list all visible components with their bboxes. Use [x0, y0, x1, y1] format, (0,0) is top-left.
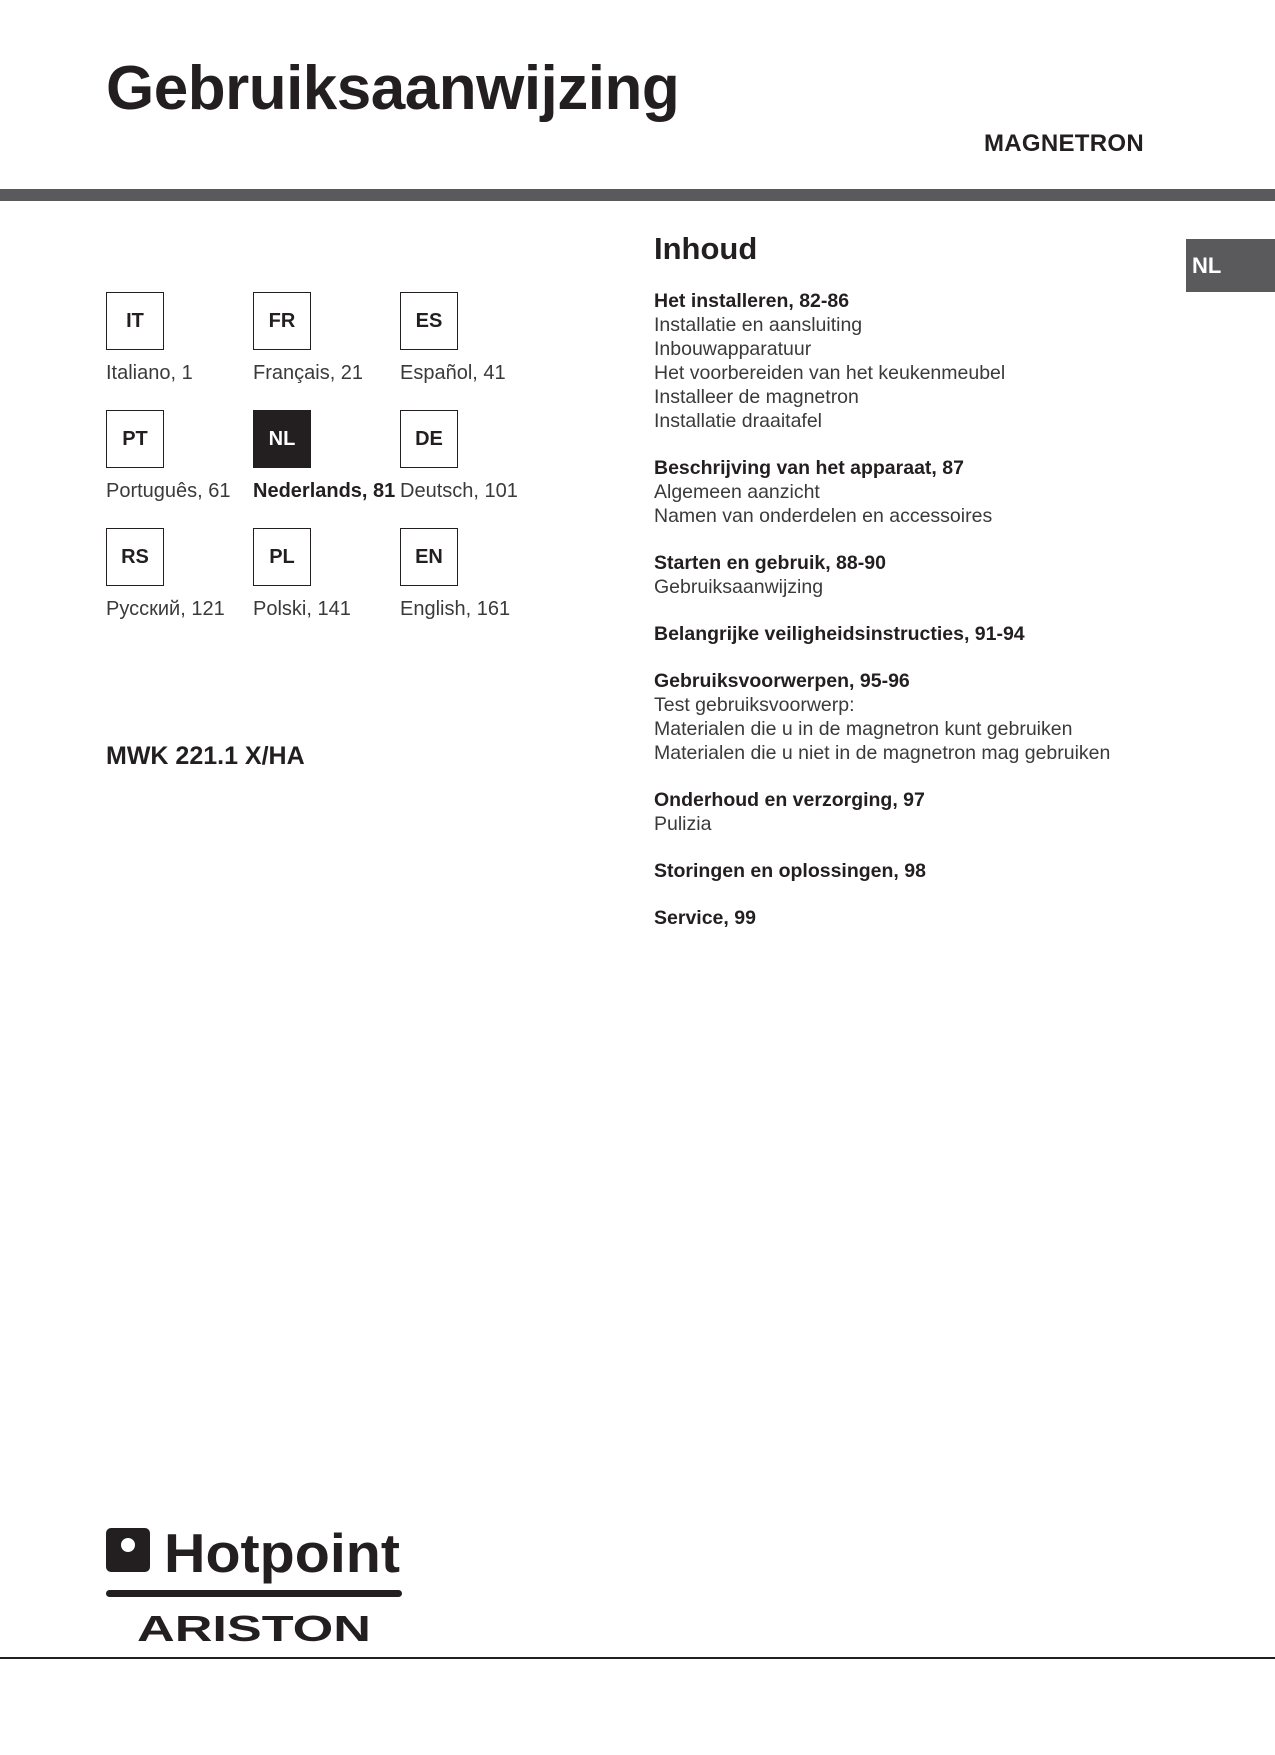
toc-item[interactable]: Inbouwapparatuur	[654, 338, 812, 360]
language-code-box: EN	[400, 528, 458, 586]
page-title: Gebruiksaanwijzing	[106, 54, 680, 123]
language-code-box: RS	[106, 528, 164, 586]
language-german[interactable]	[400, 410, 550, 503]
toc-section-start-use	[654, 551, 1174, 599]
language-label: Русский, 121	[106, 598, 225, 620]
toc-section-utensils	[654, 669, 1174, 765]
language-code-box: ES	[400, 292, 458, 350]
model-number: MWK 221.1 X/HA	[106, 742, 305, 770]
language-english[interactable]	[400, 528, 550, 621]
toc-item[interactable]: Materialen die u in de magnetron kunt gebruiken	[654, 718, 1073, 740]
language-code-box-active: NL	[253, 410, 311, 468]
language-dutch[interactable]	[253, 410, 403, 503]
toc-heading[interactable]: Gebruiksvoorwerpen, 95-96	[654, 670, 910, 692]
toc-section-installation	[654, 289, 1174, 433]
language-italian[interactable]	[106, 292, 256, 385]
toc-title: Inhoud	[654, 231, 758, 266]
language-label-active: Nederlands, 81	[253, 480, 396, 502]
product-type: MAGNETRON	[983, 130, 1144, 157]
language-french[interactable]	[253, 292, 403, 385]
language-label: Français, 21	[253, 362, 364, 384]
toc-section-safety	[654, 622, 1174, 646]
toc-heading[interactable]: Onderhoud en verzorging, 97	[654, 789, 925, 811]
toc-item[interactable]: Gebruiksaanwijzing	[654, 576, 824, 598]
svg-text:Hotpoint: Hotpoint	[164, 1522, 400, 1584]
toc-item[interactable]: Namen van onderdelen en accessoires	[654, 505, 993, 527]
toc-item[interactable]: Test gebruiksvoorwerp:	[654, 694, 855, 716]
hotpoint-ariston-logo	[106, 1518, 406, 1648]
header-divider	[0, 189, 1275, 201]
language-label: Polski, 141	[253, 598, 351, 620]
svg-text:ARISTON: ARISTON	[137, 1608, 371, 1648]
language-side-tab: NL	[1186, 239, 1275, 292]
language-label: Español, 41	[400, 362, 506, 384]
toc-section-description	[654, 456, 1174, 528]
toc-item[interactable]: Het voorbereiden van het keukenmeubel	[654, 362, 1006, 384]
language-polish[interactable]	[253, 528, 403, 621]
toc-item[interactable]: Installatie draaitafel	[654, 410, 823, 432]
toc-item[interactable]: Materialen die u niet in de magnetron mag gebruiken	[654, 742, 1111, 764]
toc-heading[interactable]: Starten en gebruik, 88-90	[654, 552, 886, 574]
language-code-box: IT	[106, 292, 164, 350]
brand-logo-icon	[106, 1518, 406, 1648]
language-code-box: PT	[106, 410, 164, 468]
language-label: Deutsch, 101	[400, 480, 518, 502]
toc-heading[interactable]: Belangrijke veiligheidsinstructies, 91-94	[654, 623, 1025, 645]
toc-section-service	[654, 906, 1174, 930]
toc-heading[interactable]: Het installeren, 82-86	[654, 290, 850, 312]
language-label: Italiano, 1	[106, 362, 193, 384]
toc-heading[interactable]: Storingen en oplossingen, 98	[654, 860, 926, 882]
toc-heading[interactable]: Service, 99	[654, 907, 756, 929]
language-portuguese[interactable]	[106, 410, 256, 503]
language-code-box: PL	[253, 528, 311, 586]
language-code-box: FR	[253, 292, 311, 350]
language-code-box: DE	[400, 410, 458, 468]
language-russian[interactable]	[106, 528, 256, 621]
toc-item[interactable]: Pulizia	[654, 813, 712, 835]
footer-divider	[0, 1657, 1275, 1659]
toc-item[interactable]: Algemeen aanzicht	[654, 481, 820, 503]
language-label: Português, 61	[106, 480, 231, 502]
language-spanish[interactable]	[400, 292, 550, 385]
language-label: English, 161	[400, 598, 511, 620]
toc-section-maintenance	[654, 788, 1174, 836]
table-of-contents	[654, 231, 1174, 953]
toc-item[interactable]: Installatie en aansluiting	[654, 314, 863, 336]
toc-section-troubleshooting	[654, 859, 1174, 883]
toc-heading[interactable]: Beschrijving van het apparaat, 87	[654, 457, 964, 479]
toc-item[interactable]: Installeer de magnetron	[654, 386, 859, 408]
